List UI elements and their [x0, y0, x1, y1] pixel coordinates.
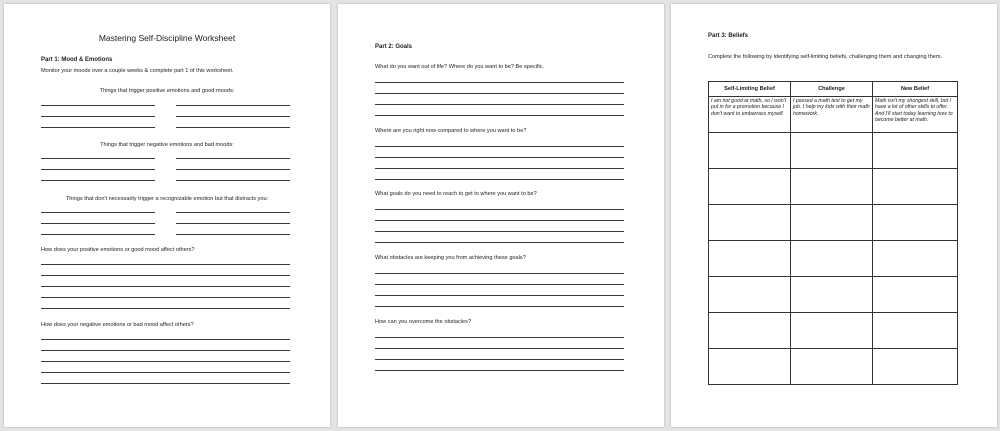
table-header-row	[709, 82, 958, 97]
answer-line[interactable]	[41, 234, 155, 235]
answer-line[interactable]	[375, 209, 624, 210]
table-cell[interactable]	[709, 277, 791, 313]
table-row	[709, 133, 958, 169]
answer-line[interactable]	[375, 82, 624, 83]
answer-line[interactable]	[375, 220, 624, 221]
distraction-triggers-prompt: Things that don't necessarily trigger a recognizable emotion but that distracts you:	[65, 196, 269, 202]
positive-triggers-prompt: Things that trigger positive emotions and good moods:	[99, 88, 235, 94]
answer-line[interactable]	[41, 339, 290, 340]
answer-line[interactable]	[375, 93, 624, 94]
table-row	[709, 241, 958, 277]
answer-line[interactable]	[41, 308, 290, 309]
answer-line[interactable]	[375, 306, 624, 307]
table-cell[interactable]	[791, 313, 873, 349]
part-1-heading: Part 1: Mood & Emotions	[41, 57, 113, 63]
table-row	[709, 349, 958, 385]
table-cell[interactable]	[791, 133, 873, 169]
table-cell[interactable]	[873, 133, 958, 169]
answer-line[interactable]	[41, 372, 290, 373]
table-cell[interactable]	[709, 349, 791, 385]
table-cell[interactable]: Math isn't my shongest skill, but I have a lot of other skills to offer. And I'll start today learning how to become better at math.	[873, 97, 958, 133]
answer-line[interactable]	[375, 146, 624, 147]
part-3-intro: Complete the following by identifying self-limiting beliefs, challenging them and changing them.	[708, 54, 943, 60]
table-cell[interactable]	[709, 241, 791, 277]
goal-question: What obstacles are keeping you from achieving these goals?	[375, 255, 526, 261]
answer-line[interactable]	[375, 242, 624, 243]
worksheet-title: Mastering Self-Discipline Worksheet	[98, 33, 236, 43]
column-header: Self-Limiting Belief	[709, 82, 791, 97]
table-cell[interactable]	[791, 169, 873, 205]
answer-line[interactable]	[375, 168, 624, 169]
positive-affect-prompt: How does your positive emotions or good mood affect others?	[41, 247, 195, 253]
part-1-intro: Monitor your moods over a couple weeks & complete part 1 of this worksheet.	[41, 68, 234, 74]
column-header: New Belief	[873, 82, 958, 97]
part-3-heading: Part 3: Beliefs	[708, 33, 749, 39]
table-row	[709, 97, 958, 133]
page-2	[338, 4, 664, 427]
answer-line[interactable]	[41, 286, 290, 287]
answer-line[interactable]	[375, 359, 624, 360]
table-cell[interactable]	[873, 277, 958, 313]
table-cell[interactable]	[873, 169, 958, 205]
goal-question: What do you want out of life? Where do you want to be? Be specific.	[375, 64, 545, 70]
answer-line[interactable]	[41, 169, 155, 170]
table-cell[interactable]: I passed a math test to get my job. I help my kids with their math homework.	[791, 97, 873, 133]
answer-line[interactable]	[375, 115, 624, 116]
table-cell[interactable]	[791, 241, 873, 277]
table-row	[709, 277, 958, 313]
answer-line[interactable]	[41, 127, 155, 128]
answer-line[interactable]	[375, 104, 624, 105]
answer-line[interactable]	[375, 179, 624, 180]
answer-line[interactable]	[176, 223, 290, 224]
part-2-heading: Part 2: Goals	[375, 44, 413, 50]
answer-line[interactable]	[41, 180, 155, 181]
table-cell[interactable]	[873, 313, 958, 349]
table-cell[interactable]	[873, 241, 958, 277]
answer-line[interactable]	[41, 297, 290, 298]
answer-line[interactable]	[375, 231, 624, 232]
table-cell[interactable]	[709, 313, 791, 349]
column-header: Challenge	[791, 82, 873, 97]
table-cell[interactable]	[709, 133, 791, 169]
negative-affect-prompt: How does your negative emotions or bad mood affect others?	[41, 322, 194, 328]
answer-line[interactable]	[176, 105, 290, 106]
table-row	[709, 205, 958, 241]
page-3	[671, 4, 997, 427]
answer-line[interactable]	[41, 105, 155, 106]
beliefs-table	[708, 81, 958, 385]
goal-question: How can you overcome the obstacles?	[375, 319, 472, 325]
page-1	[4, 4, 330, 427]
answer-line[interactable]	[176, 180, 290, 181]
negative-triggers-prompt: Things that trigger negative emotions and bad moods:	[100, 142, 234, 148]
answer-line[interactable]	[375, 273, 624, 274]
table-cell[interactable]	[709, 205, 791, 241]
answer-line[interactable]	[41, 264, 290, 265]
table-cell[interactable]	[791, 205, 873, 241]
table-cell[interactable]	[709, 169, 791, 205]
answer-line[interactable]	[41, 350, 290, 351]
answer-line[interactable]	[176, 234, 290, 235]
table-row	[709, 313, 958, 349]
answer-line[interactable]	[176, 212, 290, 213]
answer-line[interactable]	[41, 383, 290, 384]
goal-question: Where are you right now compared to where you want to be?	[375, 128, 527, 134]
answer-line[interactable]	[41, 116, 155, 117]
answer-line[interactable]	[375, 295, 624, 296]
answer-line[interactable]	[176, 116, 290, 117]
answer-line[interactable]	[375, 284, 624, 285]
table-cell[interactable]	[791, 277, 873, 313]
table-cell[interactable]: I am not good at math, so I won't put in for a promotion because I don't want to embarrass myself.	[709, 97, 791, 133]
table-cell[interactable]	[791, 349, 873, 385]
answer-line[interactable]	[41, 212, 155, 213]
table-row	[709, 169, 958, 205]
answer-line[interactable]	[41, 361, 290, 362]
answer-line[interactable]	[41, 223, 155, 224]
table-cell[interactable]	[873, 205, 958, 241]
answer-line[interactable]	[41, 275, 290, 276]
answer-line[interactable]	[375, 157, 624, 158]
answer-line[interactable]	[41, 158, 155, 159]
answer-line[interactable]	[176, 169, 290, 170]
answer-line[interactable]	[375, 370, 624, 371]
answer-line[interactable]	[375, 337, 624, 338]
answer-line[interactable]	[176, 127, 290, 128]
table-cell[interactable]	[873, 349, 958, 385]
goal-question: What goals do you need to reach to get to where you want to be?	[375, 191, 537, 197]
answer-line[interactable]	[176, 158, 290, 159]
answer-line[interactable]	[375, 348, 624, 349]
